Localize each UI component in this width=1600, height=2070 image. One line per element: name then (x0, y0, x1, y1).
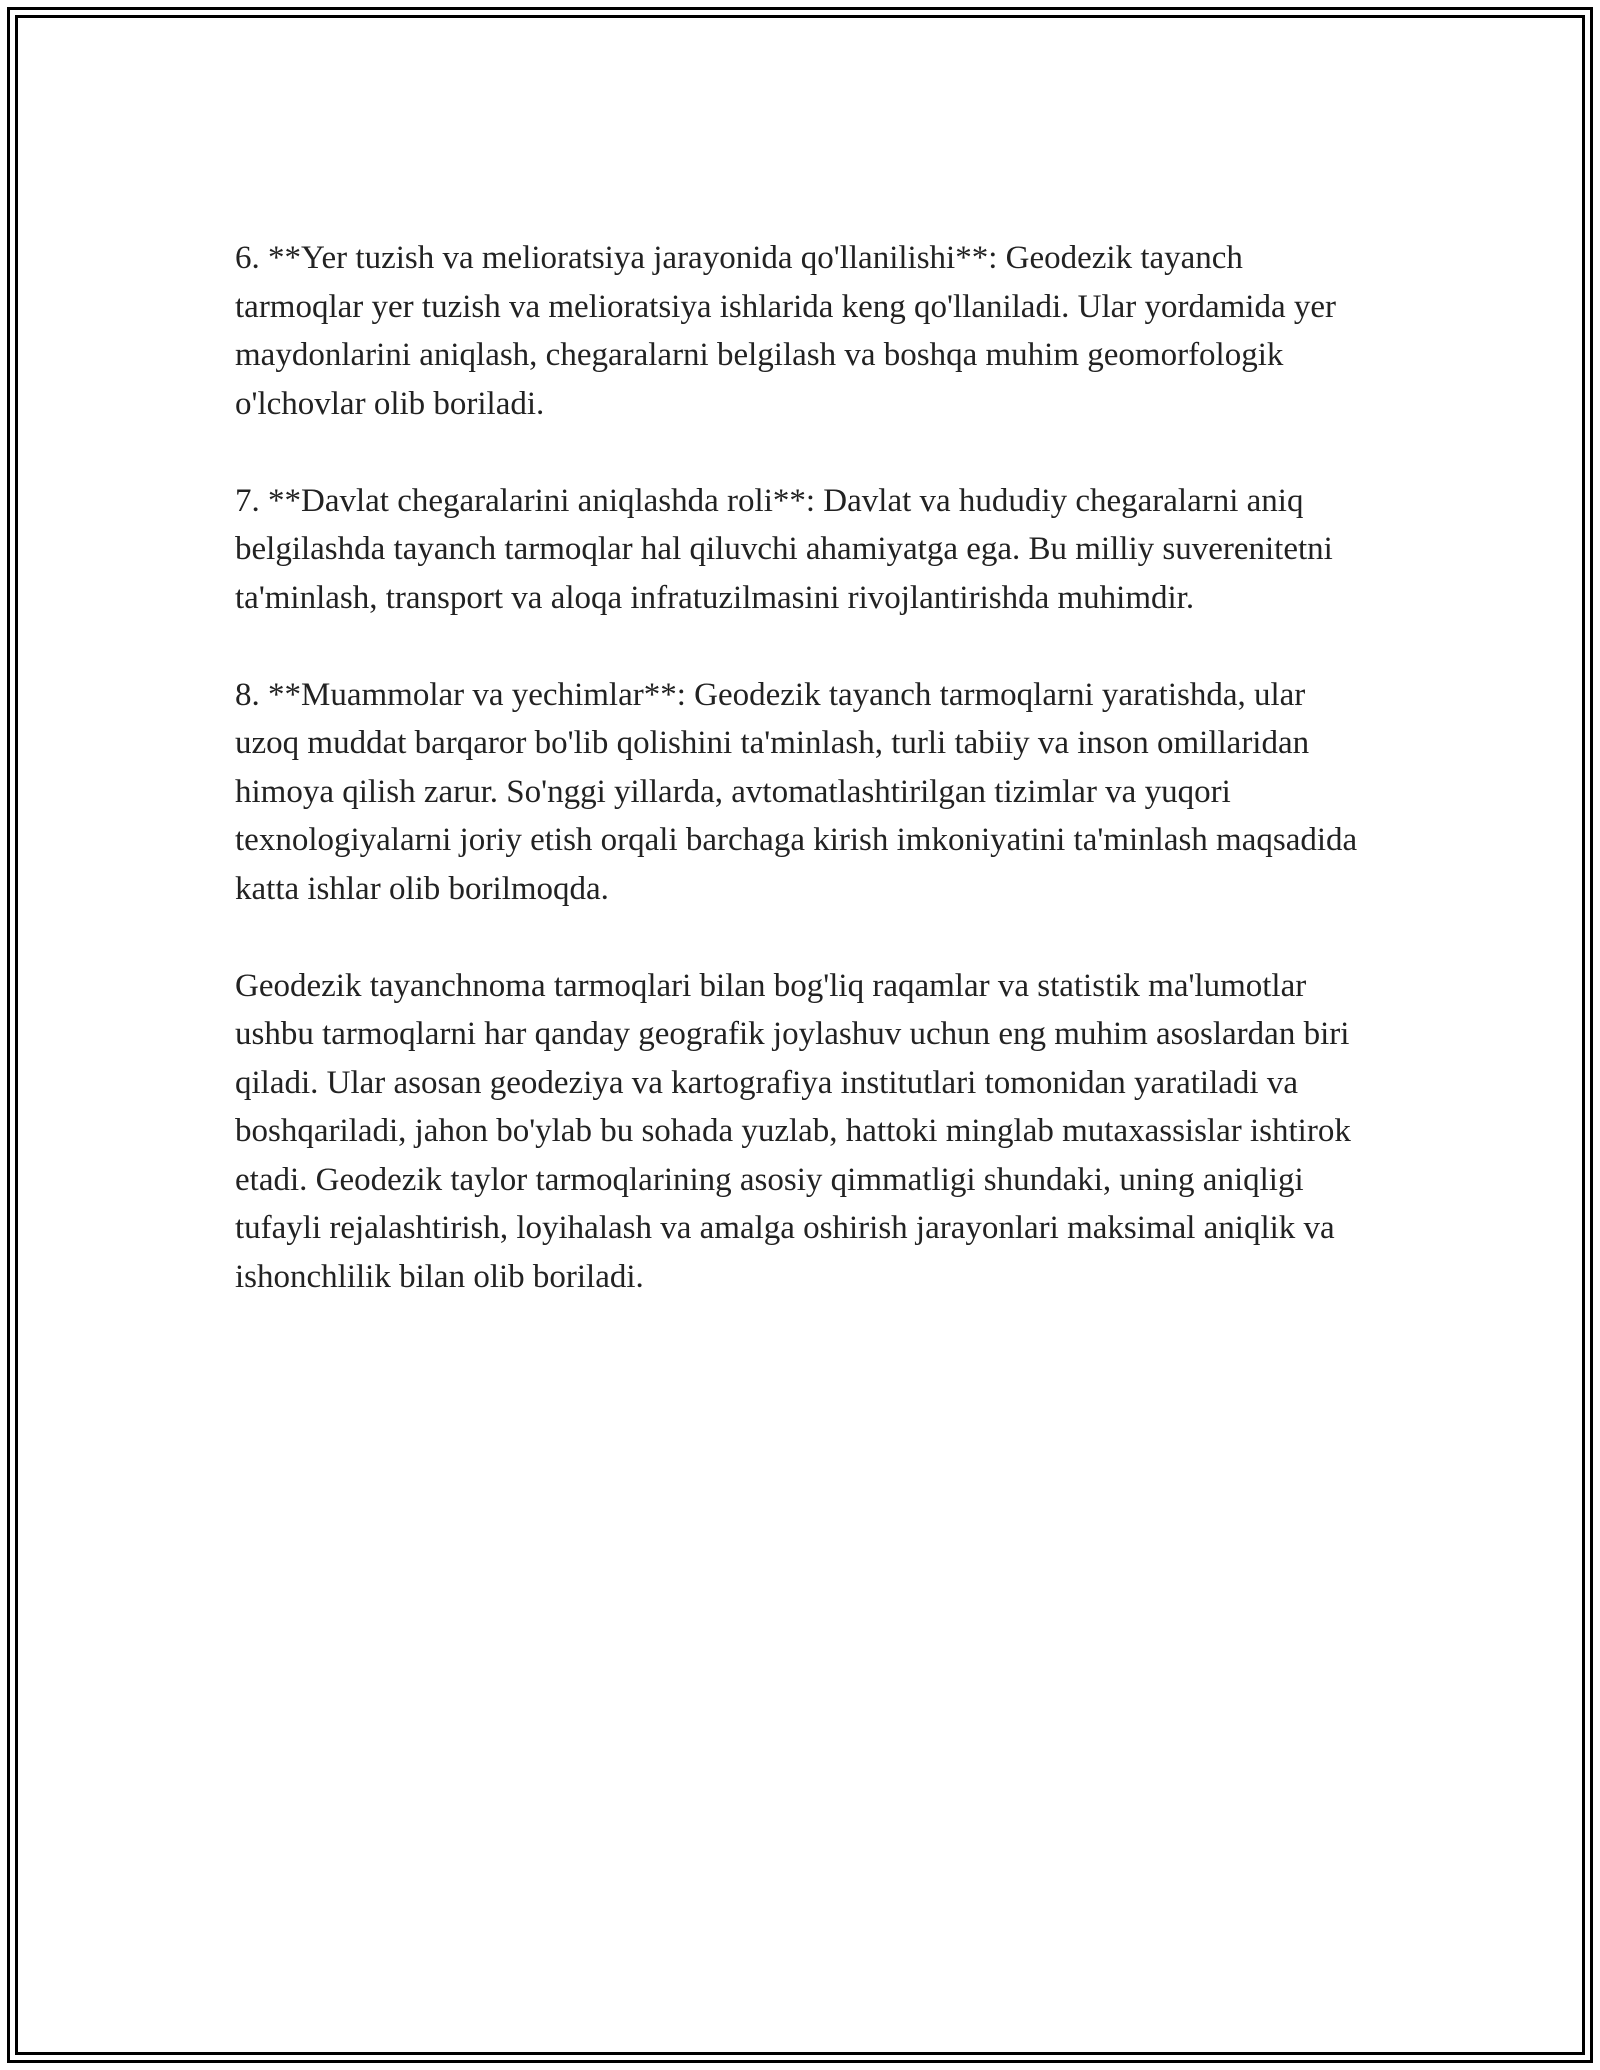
paragraph-item-7: 7. **Davlat chegaralarini aniqlashda roli**: Davlat va hududiy chegaralarni aniq belgilashda tayanch tarmoqlar hal qiluvchi ahamiyatga ega. Bu milliy suverenitetni ta'minlash, transport va aloqa infratuzilmasini rivojlantirishda muhimdir. (235, 482, 1333, 616)
paragraph-item-8: 8. **Muammolar va yechimlar**: Geodezik tayanch tarmoqlarni yaratishda, ular uzoq muddat barqaror bo'lib qolishini ta'minlash, turli tabiiy va inson omillaridan himoya qilish zarur. So'nggi yillarda, avtomatlashtirilgan tizimlar va yuqori texnologiyalarni joriy etish orqali barchaga kirish imkoniyatini ta'minlash maqsadida katta ishlar olib borilmoqda. (235, 676, 1358, 907)
document-body (235, 234, 1365, 1350)
paragraph-conclusion: Geodezik tayanchnoma tarmoqlari bilan bog'liq raqamlar va statistik ma'lumotlar ushbu tarmoqlarni har qanday geografik joylashuv uchun eng muhim asoslardan biri qiladi. Ular asosan geodeziya va kartografiya institutlari tomonidan yaratiladi va boshqariladi, jahon bo'ylab bu sohada yuzlab, hattoki minglab mutaxassislar ishtirok etadi. Geodezik taylor tarmoqlarining asosiy qimmatligi shundaki, uning aniqligi tufayli rejalashtirish, loyihalash va amalga oshirish jarayonlari maksimal aniqlik va ishonchlilik bilan olib boriladi. (235, 967, 1351, 1295)
paragraph-item-6: 6. **Yer tuzish va melioratsiya jarayonida qo'llanilishi**: Geodezik tayanch tarmoqlar yer tuzish va melioratsiya ishlarida keng qo'llaniladi. Ular yordamida yer maydonlarini aniqlash, chegaralarni belgilash va boshqa muhim geomorfologik o'lchovlar olib boriladi. (235, 240, 1337, 422)
